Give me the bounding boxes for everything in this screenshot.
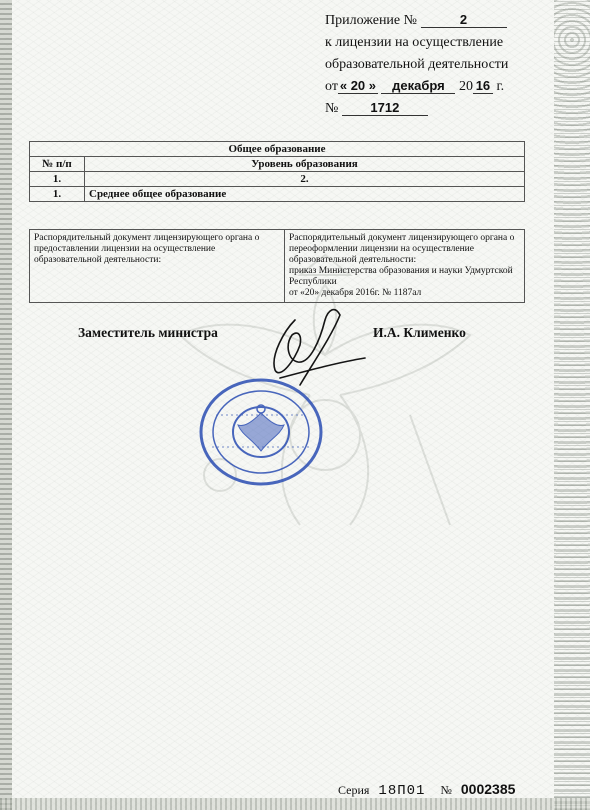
col-number-index: 1. (30, 172, 85, 187)
reissue-document-text: Распорядительный документ лицензирующего органа о переоформлении лицензии на осуществление образовательной деятельности: (289, 233, 515, 265)
row-number: 1. (30, 187, 85, 202)
col-level-header: Уровень образования (85, 157, 525, 172)
series-value: 18П01 (378, 783, 426, 799)
signatory-name: И.А. Клименко (373, 325, 466, 340)
form-series-number (338, 781, 515, 799)
administrative-documents-table (29, 229, 525, 303)
ornamental-border-right (554, 0, 590, 810)
grant-document-cell (30, 230, 285, 303)
series-label: Серия (338, 783, 370, 797)
year-unit: г. (496, 79, 505, 94)
ornamental-border-bottom (0, 798, 590, 810)
appendix-header (325, 10, 508, 120)
appendix-label: Приложение № (325, 13, 417, 28)
form-number-value: 0002385 (460, 781, 516, 797)
year-suffix: 16 (473, 79, 493, 94)
reissue-document-cell (285, 230, 525, 303)
official-stamp-icon (196, 375, 326, 490)
table-row (30, 187, 525, 202)
education-levels-table (29, 141, 525, 202)
license-line: к лицензии на осуществление (325, 35, 504, 50)
date-from-label: от (325, 79, 338, 94)
date-month: декабря (381, 79, 455, 94)
col-number-header: № п/п (30, 157, 85, 172)
license-number-label: № (325, 101, 339, 116)
col-level-index: 2. (85, 172, 525, 187)
date-day: « 20 » (339, 78, 377, 93)
form-number-label: № (440, 783, 452, 797)
order-date-text: от «20» декабря 2016г. № 1187ал (289, 288, 422, 298)
activity-line: образовательной деятельности (325, 57, 509, 72)
ornamental-border-left (0, 0, 12, 810)
year-prefix: 20 (458, 79, 473, 94)
table-title: Общее образование (30, 142, 525, 157)
license-number: 1712 (342, 101, 428, 116)
signatory-position: Заместитель министра (78, 325, 218, 340)
appendix-number: 2 (421, 13, 507, 28)
grant-document-text: Распорядительный документ лицензирующего органа о предоставлении лицензии на осуществление образовательной деятельности: (34, 233, 260, 265)
row-level: Среднее общее образование (85, 187, 525, 202)
order-text: приказ Министерства образования и науки Удмуртской Республики (289, 266, 513, 287)
